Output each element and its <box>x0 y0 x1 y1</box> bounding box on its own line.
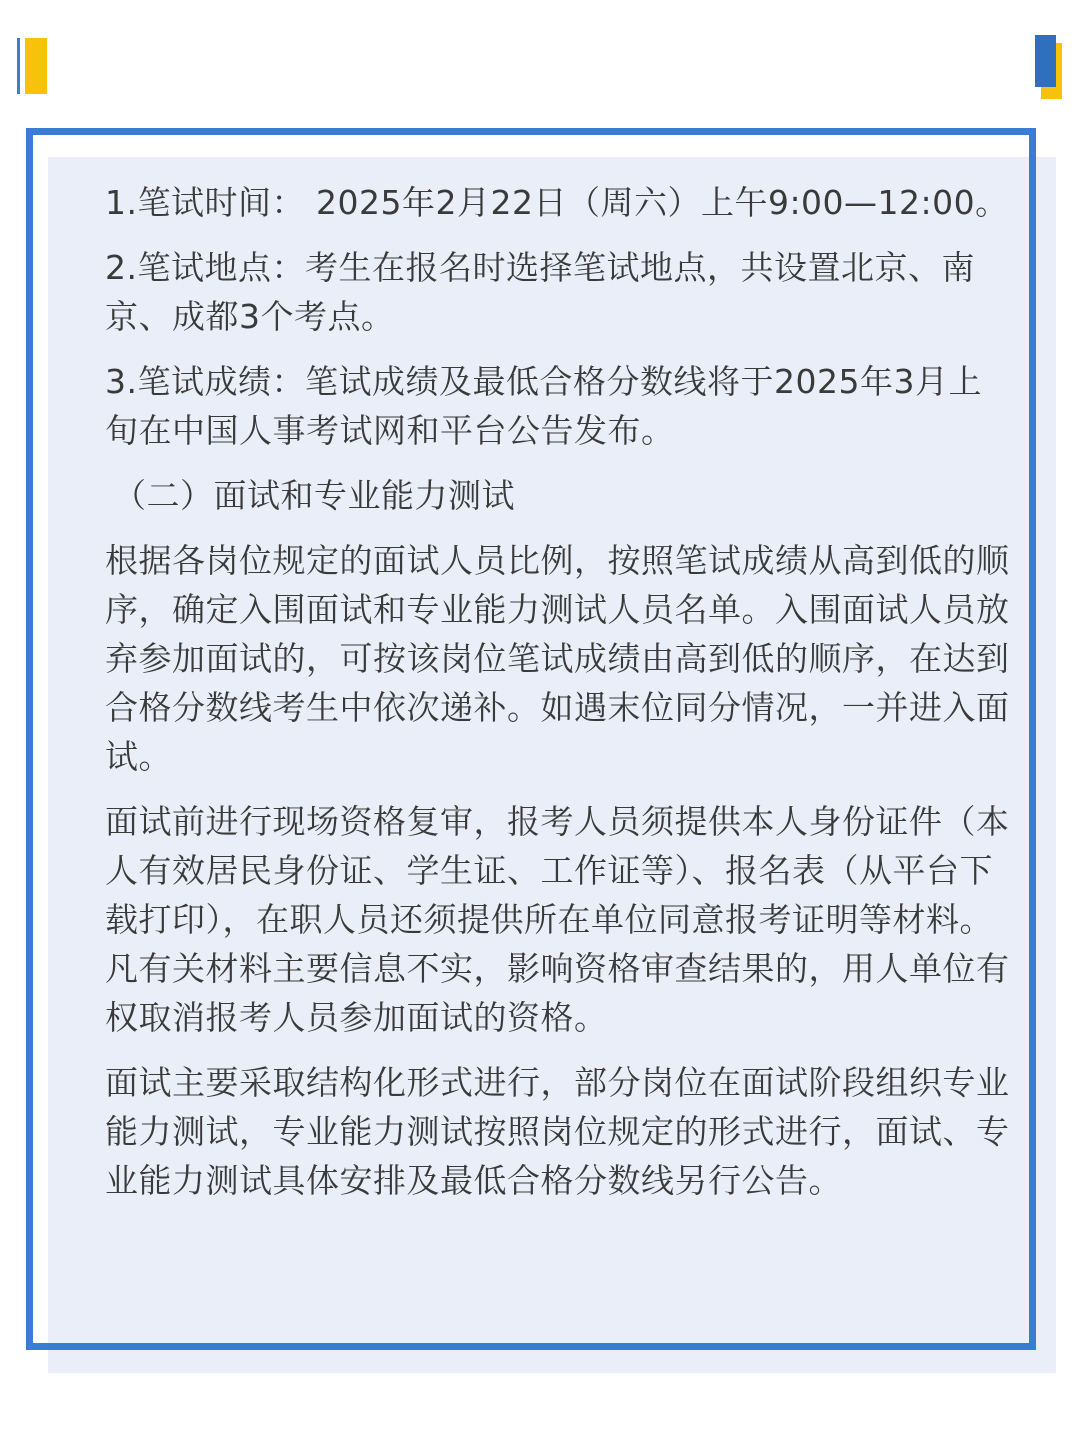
paragraph-interview-selection: 根据各岗位规定的面试人员比例，按照笔试成绩从高到低的顺序，确定入围面试和专业能力测试人员名单。入围面试人员放弃参加面试的，可按该岗位笔试成绩由高到低的顺序，在达到合格分数线考生中依次递补。如遇末位同分情况，一并进入面试。 <box>105 541 1010 776</box>
item-exam-time: 1.笔试时间： 2025年2月22日（周六）上午9:00—12:00。 <box>105 183 1009 222</box>
left-accent-block <box>25 38 47 94</box>
document-body <box>105 178 1010 1221</box>
paragraph-qualification-review: 面试前进行现场资格复审，报考人员须提供本人身份证件（本人有效居民身份证、学生证、工作证等）、报名表（从平台下载打印），在职人员还须提供所在单位同意报考证明等材料。凡有关材料主要信息不实，影响资格审查结果的，用人单位有权取消报考人员参加面试的资格。 <box>105 802 1010 1037</box>
left-accent-line <box>17 38 20 94</box>
item-exam-location: 2.笔试地点：考生在报名时选择笔试地点，共设置北京、南京、成都3个考点。 <box>105 248 975 336</box>
item-exam-results: 3.笔试成绩：笔试成绩及最低合格分数线将于2025年3月上旬在中国人事考试网和平台公告发布。 <box>105 362 982 450</box>
paragraph-interview-format: 面试主要采取结构化形式进行，部分岗位在面试阶段组织专业能力测试，专业能力测试按照岗位规定的形式进行，面试、专业能力测试具体安排及最低合格分数线另行公告。 <box>105 1063 1010 1200</box>
section-heading-interview: （二）面试和专业能力测试 <box>113 476 515 515</box>
right-accent-blue <box>1035 35 1056 87</box>
